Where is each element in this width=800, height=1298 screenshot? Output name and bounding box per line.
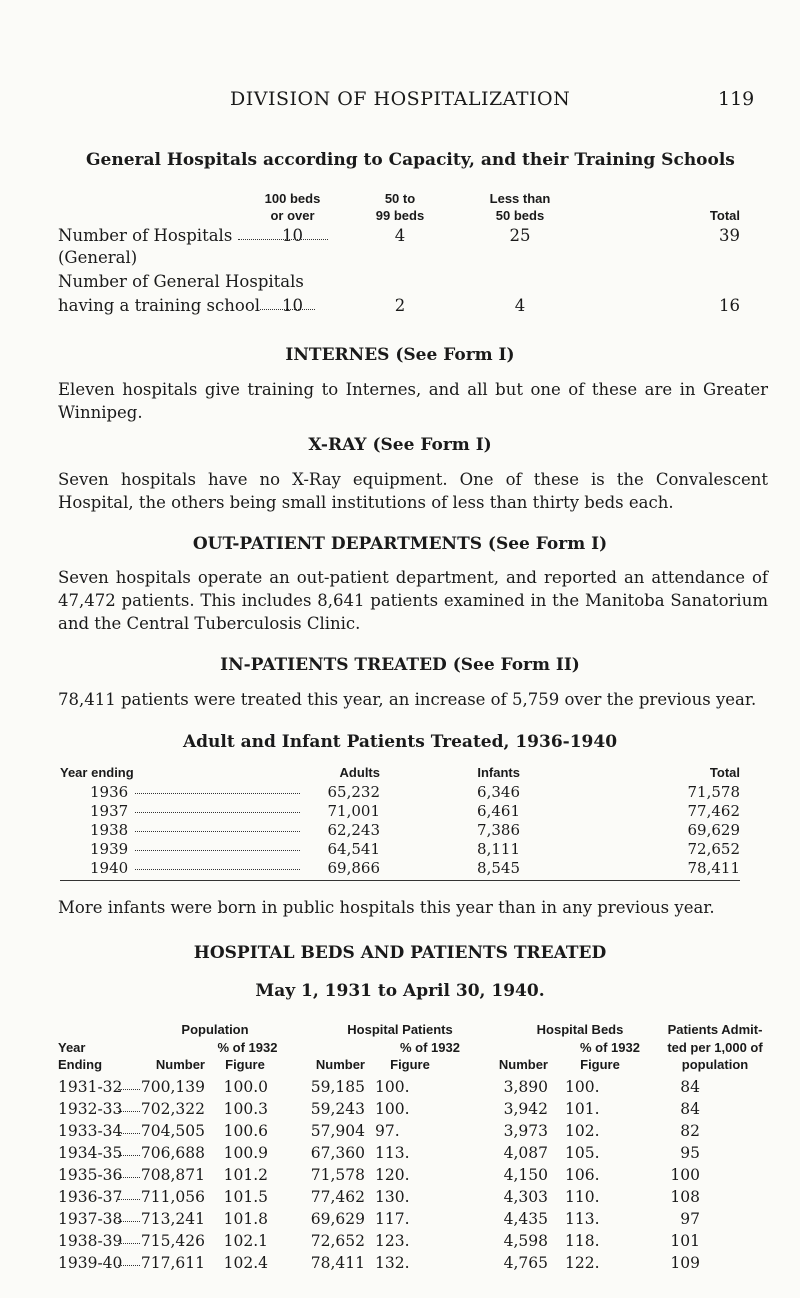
beds-bed-number: 4,598 bbox=[503, 1232, 548, 1250]
infants-note: More infants were born in public hospitals this year than in any previous year. bbox=[58, 898, 715, 917]
beds-pat-number: 69,629 bbox=[310, 1210, 365, 1228]
beds-bed-number: 4,150 bbox=[503, 1166, 548, 1184]
capacity-col1-line2: or over bbox=[270, 208, 315, 223]
beds-per1000: 100 bbox=[670, 1166, 700, 1184]
xray-text: Seven hospitals have no X-Ray equipment. One of these is the Convalescent Hospital, the others being small institutions of less than thirty beds each. bbox=[58, 470, 768, 512]
beds-heading: HOSPITAL BEDS AND PATIENTS TREATED bbox=[193, 943, 607, 963]
leader-dots bbox=[118, 1105, 140, 1112]
beds-pop-number: 702,322 bbox=[140, 1100, 205, 1118]
beds-header-pop-number: Number bbox=[155, 1057, 205, 1072]
leader-dots bbox=[118, 1171, 140, 1178]
beds-pat-figure: 97. bbox=[375, 1122, 400, 1140]
beds-pop-figure: 100.0 bbox=[223, 1078, 268, 1096]
beds-header-per1000: ted per 1,000 of bbox=[667, 1040, 763, 1055]
beds-pop-figure: 102.4 bbox=[223, 1254, 268, 1272]
beds-year: 1939-40 bbox=[58, 1254, 123, 1272]
beds-bed-number: 4,087 bbox=[503, 1144, 548, 1162]
adult-infant-adults: 62,243 bbox=[327, 821, 380, 839]
beds-header-ending: Ending bbox=[58, 1057, 103, 1072]
beds-per1000: 84 bbox=[680, 1100, 700, 1118]
adult-infant-year: 1940 bbox=[90, 859, 129, 877]
capacity-row2-label: Number of General Hospitals bbox=[58, 272, 304, 291]
beds-bed-number: 3,890 bbox=[503, 1078, 548, 1096]
beds-per1000: 109 bbox=[670, 1254, 700, 1272]
capacity-row1-label-b: (General) bbox=[58, 248, 138, 267]
beds-year: 1932-33 bbox=[58, 1100, 123, 1118]
leader-dots bbox=[118, 1149, 140, 1156]
adult-infant-header-adults: Adults bbox=[339, 765, 380, 780]
adult-infant-title: Adult and Infant Patients Treated, 1936-1940 bbox=[182, 732, 618, 752]
beds-subheading: May 1, 1931 to April 30, 1940. bbox=[255, 981, 545, 1001]
capacity-row1-label: Number of Hospitals bbox=[58, 226, 328, 245]
beds-pop-figure: 100.6 bbox=[223, 1122, 268, 1140]
beds-pop-figure: 102.1 bbox=[223, 1232, 268, 1250]
leader-dots bbox=[118, 1193, 140, 1200]
beds-bed-figure: 113. bbox=[565, 1210, 600, 1228]
adult-infant-total: 72,652 bbox=[687, 840, 740, 858]
beds-year: 1933-34 bbox=[58, 1122, 123, 1140]
adult-infant-adults: 64,541 bbox=[327, 840, 380, 858]
beds-pat-number: 59,185 bbox=[310, 1078, 365, 1096]
capacity-row2-val4: 16 bbox=[719, 296, 740, 315]
beds-year: 1935-36 bbox=[58, 1166, 123, 1184]
beds-header-admitted: Patients Admit- bbox=[667, 1022, 763, 1037]
internes-heading: INTERNES (See Form I) bbox=[285, 345, 515, 365]
adult-infant-infants: 8,545 bbox=[477, 859, 520, 877]
beds-pop-number: 706,688 bbox=[140, 1144, 205, 1162]
beds-pop-number: 715,426 bbox=[140, 1232, 205, 1250]
beds-pat-figure: 130. bbox=[375, 1188, 410, 1206]
beds-pat-number: 77,462 bbox=[310, 1188, 365, 1206]
adult-infant-total: 77,462 bbox=[687, 802, 740, 820]
outpatient-text: Seven hospitals operate an out-patient department, and reported an attendance of 47,472 patients. This includes 8,641 patients examined in the Manitoba Sanatorium and the Central Tuberculosis Clinic. bbox=[58, 568, 768, 633]
leader-dots bbox=[118, 1127, 140, 1134]
leader-dots bbox=[118, 1083, 140, 1090]
beds-header-population: population bbox=[681, 1057, 749, 1072]
beds-header-pop-pct: % of 1932 bbox=[217, 1040, 278, 1055]
adult-infant-adults: 65,232 bbox=[327, 783, 380, 801]
capacity-row1-val2: 4 bbox=[394, 226, 406, 245]
beds-header-bed-figure: Figure bbox=[580, 1057, 620, 1072]
beds-pat-figure: 120. bbox=[375, 1166, 410, 1184]
beds-year: 1934-35 bbox=[58, 1144, 123, 1162]
beds-pop-number: 708,871 bbox=[140, 1166, 205, 1184]
beds-header-population: Population bbox=[181, 1022, 249, 1037]
capacity-row2-val2: 2 bbox=[394, 296, 406, 315]
inpatient-heading: IN-PATIENTS TREATED (See Form II) bbox=[220, 655, 580, 675]
leader-dots bbox=[135, 844, 300, 851]
adult-infant-infants: 8,111 bbox=[477, 840, 520, 858]
adult-infant-total: 78,411 bbox=[687, 859, 740, 877]
beds-pop-figure: 101.8 bbox=[223, 1210, 268, 1228]
beds-year: 1931-32 bbox=[58, 1078, 123, 1096]
adult-infant-year: 1937 bbox=[90, 802, 129, 820]
adult-infant-adults: 71,001 bbox=[327, 802, 380, 820]
inpatient-text: 78,411 patients were treated this year, an increase of 5,759 over the previous year. bbox=[58, 690, 757, 709]
beds-bed-figure: 101. bbox=[565, 1100, 600, 1118]
beds-pat-number: 78,411 bbox=[310, 1254, 365, 1272]
beds-header-pat-figure: Figure bbox=[390, 1057, 430, 1072]
leader-dots bbox=[135, 825, 300, 832]
leader-dots bbox=[118, 1215, 140, 1222]
beds-per1000: 108 bbox=[670, 1188, 700, 1206]
beds-bed-figure: 106. bbox=[565, 1166, 600, 1184]
beds-year: 1936-37 bbox=[58, 1188, 123, 1206]
beds-header-bed-number: Number bbox=[498, 1057, 548, 1072]
beds-pop-number: 717,611 bbox=[140, 1254, 205, 1272]
beds-bed-figure: 100. bbox=[565, 1078, 600, 1096]
capacity-col2-line1: 50 to bbox=[384, 191, 416, 206]
beds-header-patients-pct: % of 1932 bbox=[400, 1040, 460, 1055]
beds-bed-figure: 102. bbox=[565, 1122, 600, 1140]
capacity-col3-line1: Less than bbox=[489, 191, 551, 206]
beds-per1000: 84 bbox=[680, 1078, 700, 1096]
beds-per1000: 95 bbox=[680, 1144, 700, 1162]
capacity-title: General Hospitals according to Capacity, and their Training Schools bbox=[86, 150, 735, 170]
capacity-row1-val3: 25 bbox=[509, 226, 531, 245]
adult-infant-year: 1938 bbox=[90, 821, 129, 839]
adult-infant-infants: 6,461 bbox=[477, 802, 520, 820]
beds-pat-number: 71,578 bbox=[310, 1166, 365, 1184]
capacity-col3-line2: 50 beds bbox=[495, 208, 545, 223]
beds-pat-figure: 123. bbox=[375, 1232, 410, 1250]
beds-pop-figure: 101.2 bbox=[223, 1166, 268, 1184]
beds-pop-number: 711,056 bbox=[140, 1188, 205, 1206]
adult-infant-rule bbox=[60, 880, 740, 881]
beds-header-beds: Hospital Beds bbox=[536, 1022, 624, 1037]
beds-header-patients: Hospital Patients bbox=[347, 1022, 453, 1037]
beds-header-pop-figure: Figure bbox=[225, 1057, 265, 1072]
adult-infant-infants: 6,346 bbox=[477, 783, 520, 801]
leader-dots bbox=[135, 806, 300, 813]
adult-infant-header-infants: Infants bbox=[477, 765, 520, 780]
beds-pat-figure: 100. bbox=[375, 1100, 410, 1118]
beds-bed-number: 4,435 bbox=[503, 1210, 548, 1228]
beds-pat-figure: 117. bbox=[375, 1210, 410, 1228]
adult-infant-header-total: Total bbox=[709, 765, 740, 780]
capacity-col1-line1: 100 beds bbox=[264, 191, 321, 206]
capacity-col4-header: Total bbox=[709, 208, 740, 223]
leader-dots bbox=[135, 863, 300, 870]
adult-infant-year: 1936 bbox=[90, 783, 129, 801]
capacity-row2-val3: 4 bbox=[514, 296, 526, 315]
internes-text: Eleven hospitals give training to Internes, and all but one of these are in Greater Winnipeg. bbox=[58, 380, 768, 422]
capacity-row1-val1: 10 bbox=[282, 226, 303, 245]
page-header-title: DIVISION OF HOSPITALIZATION bbox=[230, 88, 571, 110]
beds-bed-figure: 122. bbox=[565, 1254, 600, 1272]
beds-bed-number: 3,973 bbox=[503, 1122, 548, 1140]
capacity-row2-val1: 10 bbox=[282, 296, 303, 315]
leader-dots bbox=[118, 1259, 140, 1266]
adult-infant-header-year: Year ending bbox=[60, 765, 134, 780]
capacity-row2-label-b: having a training school bbox=[58, 296, 315, 315]
beds-bed-figure: 118. bbox=[565, 1232, 600, 1250]
adult-infant-infants: 7,386 bbox=[477, 821, 520, 839]
beds-header-beds-pct: % of 1932 bbox=[580, 1040, 640, 1055]
xray-heading: X-RAY (See Form I) bbox=[308, 435, 492, 455]
beds-per1000: 82 bbox=[680, 1122, 700, 1140]
leader-dots bbox=[118, 1237, 140, 1244]
beds-year: 1937-38 bbox=[58, 1210, 123, 1228]
capacity-col2-line2: 99 beds bbox=[375, 208, 425, 223]
leader-dots bbox=[135, 787, 300, 794]
beds-bed-number: 3,942 bbox=[503, 1100, 548, 1118]
beds-year: 1938-39 bbox=[58, 1232, 123, 1250]
adult-infant-adults: 69,866 bbox=[327, 859, 380, 877]
adult-infant-total: 71,578 bbox=[687, 783, 740, 801]
beds-pop-figure: 100.3 bbox=[223, 1100, 268, 1118]
beds-pop-figure: 100.9 bbox=[223, 1144, 268, 1162]
adult-infant-year: 1939 bbox=[90, 840, 129, 858]
beds-pat-figure: 100. bbox=[375, 1078, 410, 1096]
beds-pop-number: 713,241 bbox=[140, 1210, 205, 1228]
capacity-row1-val4: 39 bbox=[719, 226, 740, 245]
beds-header-pat-number: Number bbox=[315, 1057, 365, 1072]
beds-pat-figure: 132. bbox=[375, 1254, 410, 1272]
outpatient-heading: OUT-PATIENT DEPARTMENTS (See Form I) bbox=[192, 534, 608, 554]
beds-bed-figure: 105. bbox=[565, 1144, 600, 1162]
beds-bed-number: 4,303 bbox=[503, 1188, 548, 1206]
beds-per1000: 97 bbox=[680, 1210, 700, 1228]
beds-pat-number: 57,904 bbox=[310, 1122, 365, 1140]
beds-pop-number: 704,505 bbox=[140, 1122, 205, 1140]
page-number: 119 bbox=[718, 88, 755, 110]
adult-infant-total: 69,629 bbox=[687, 821, 740, 839]
beds-pop-figure: 101.5 bbox=[223, 1188, 268, 1206]
beds-pat-number: 72,652 bbox=[310, 1232, 365, 1250]
beds-bed-figure: 110. bbox=[565, 1188, 600, 1206]
beds-pat-figure: 113. bbox=[375, 1144, 410, 1162]
beds-pat-number: 67,360 bbox=[310, 1144, 365, 1162]
beds-pat-number: 59,243 bbox=[310, 1100, 365, 1118]
beds-bed-number: 4,765 bbox=[503, 1254, 548, 1272]
beds-header-year: Year bbox=[58, 1040, 86, 1055]
beds-per1000: 101 bbox=[670, 1232, 700, 1250]
beds-pop-number: 700,139 bbox=[140, 1078, 205, 1096]
